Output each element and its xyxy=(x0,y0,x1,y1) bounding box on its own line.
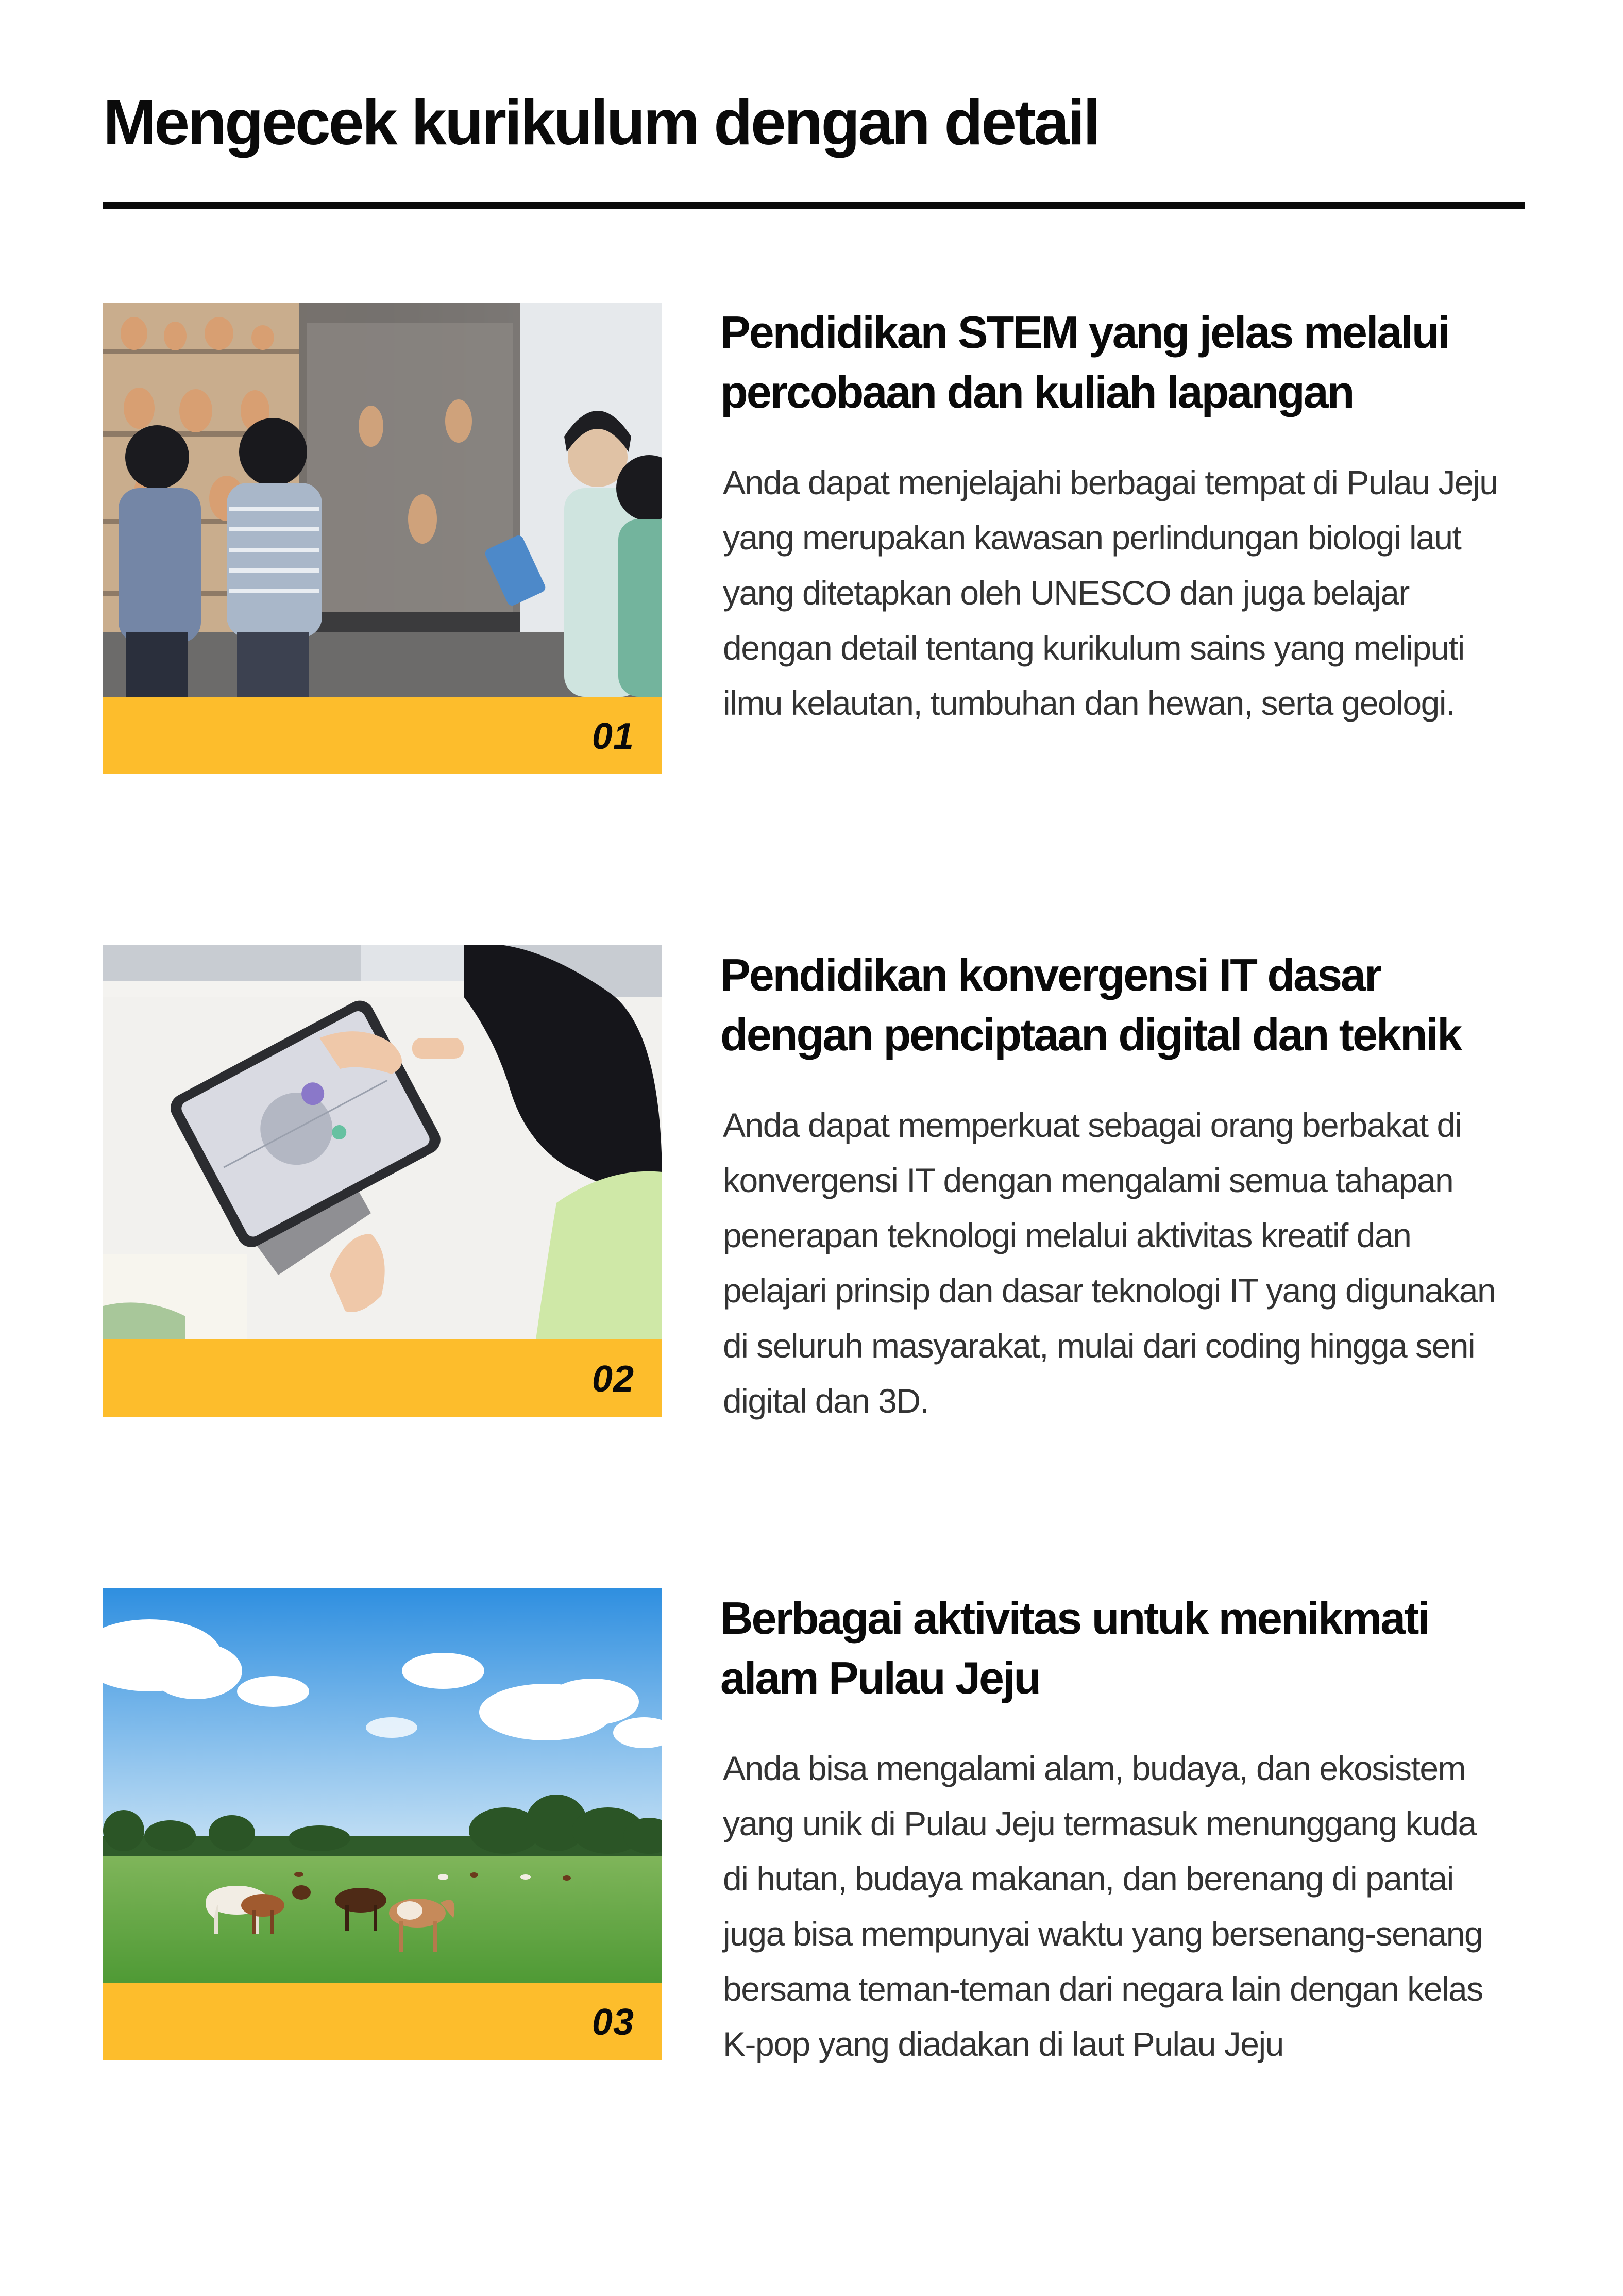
section-card xyxy=(103,1588,662,2060)
tablet-drawing-photo xyxy=(103,945,662,1339)
museum-students-photo xyxy=(103,303,662,697)
section-body: Anda bisa mengalami alam, budaya, dan ekosistem yang unik di Pulau Jeju termasuk menunggang kuda di hutan, budaya makanan, dan berenang di pantai juga bisa mempunyai waktu yang bersenang-senang bersama teman-teman dari negara lain dengan kelas K-pop yang diadakan di laut Pulau Jeju xyxy=(723,1749,1483,2063)
section-heading: Pendidikan konvergensi IT dasar dengan penciptaan digital dan teknik xyxy=(720,949,1461,1060)
section-number: 01 xyxy=(591,716,634,757)
number-band xyxy=(103,1983,662,2060)
section-number: 03 xyxy=(591,2002,634,2043)
number-band xyxy=(103,697,662,774)
section-card xyxy=(103,303,662,774)
section-card xyxy=(103,945,662,1417)
section-heading: Pendidikan STEM yang jelas melalui percobaan dan kuliah lapangan xyxy=(720,307,1449,417)
horse-pasture-photo xyxy=(103,1588,662,1983)
page-title: Mengecek kurikulum dengan detail xyxy=(103,87,1099,158)
section-body: Anda dapat memperkuat sebagai orang berbakat di konvergensi IT dengan mengalami semua tahapan penerapan teknologi melalui aktivitas kreatif dan pelajari prinsip dan dasar teknologi IT yang digunakan di seluruh masyarakat, mulai dari coding hingga seni digital dan 3D. xyxy=(723,1106,1496,1420)
curriculum-section-2 xyxy=(103,945,1525,1419)
section-body: Anda dapat menjelajahi berbagai tempat di Pulau Jeju yang merupakan kawasan perlindungan biologi laut yang ditetapkan oleh UNESCO dan juga belajar dengan detail tentang kurikulum sains yang meliputi ilmu kelautan, tumbuhan dan hewan, serta geologi. xyxy=(723,463,1498,722)
curriculum-section-3 xyxy=(103,1588,1525,2063)
section-number: 02 xyxy=(591,1359,634,1400)
curriculum-section-1 xyxy=(103,303,1525,777)
title-divider xyxy=(103,202,1525,209)
section-heading: Berbagai aktivitas untuk menikmati alam Pulau Jeju xyxy=(720,1593,1429,1703)
number-band xyxy=(103,1339,662,1417)
